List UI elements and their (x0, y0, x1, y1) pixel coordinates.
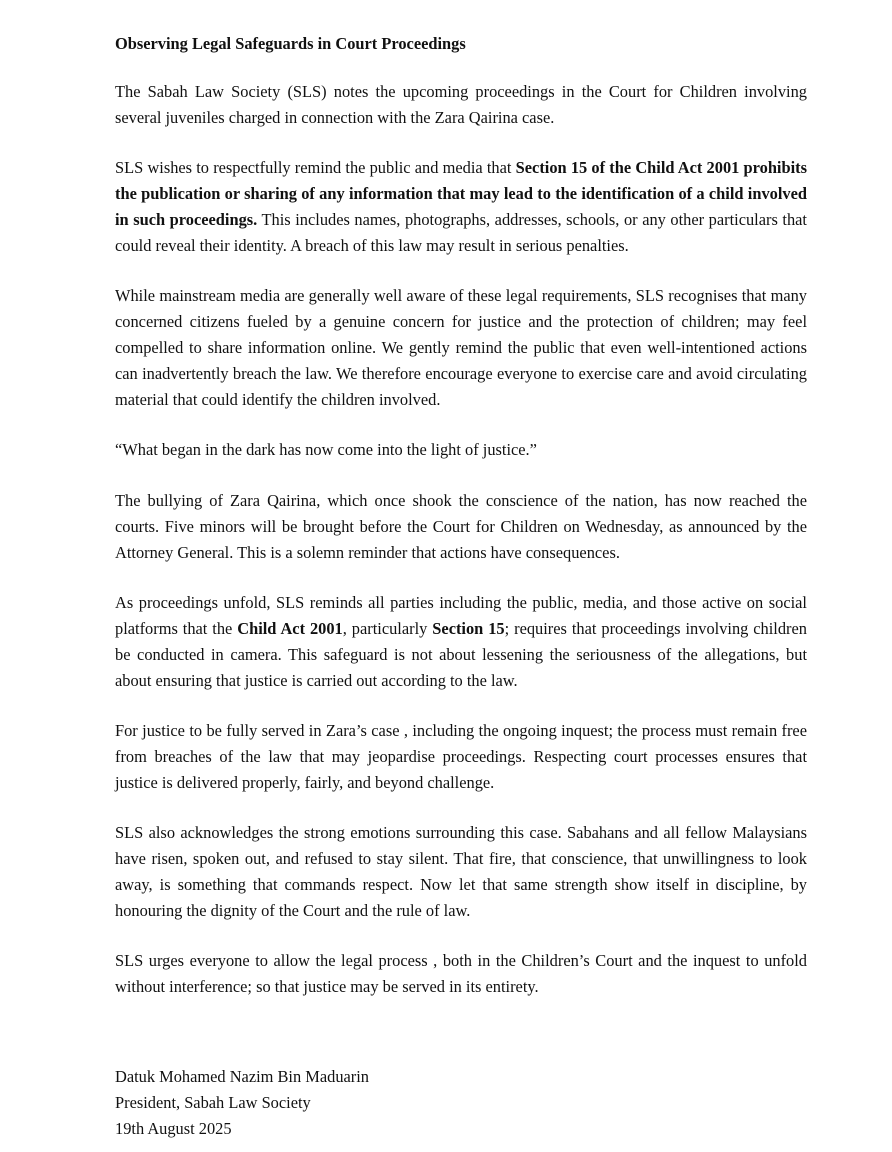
paragraph-text: , particularly (342, 619, 433, 638)
paragraph-bullying-case: The bullying of Zara Qairina, which once shook the conscience of the nation, has now reached the courts. Five minors will be brought before the Court for Children on Wednesday, as announced by the Attorney General. This is a solemn reminder that actions have consequences. (115, 491, 807, 562)
statement-body (115, 31, 807, 1024)
paragraph-section-15-reminder (115, 155, 807, 259)
signature-block (115, 1064, 369, 1142)
paragraph-inquest: For justice to be fully served in Zara’s case , including the ongoing inquest; the process must remain free from breaches of the law that may jeopardise proceedings. Respecting court processes ensures that justice is delivered properly, fairly, and beyond challenge. (115, 721, 807, 792)
paragraph-emotions: SLS also acknowledges the strong emotions surrounding this case. Sabahans and all fellow Malaysians have risen, spoken out, and refused to stay silent. That fire, that conscience, that unwillingness to look away, is something that commands respect. Now let that same strength show itself in discipline, by honouring the dignity of the Court and the rule of law. (115, 823, 807, 920)
paragraph-text: This includes names, photographs, addresses, schools, or any other particulars that could reveal their identity. A breach of this law may result in serious penalties. (115, 210, 807, 255)
paragraph-urge: SLS urges everyone to allow the legal process , both in the Children’s Court and the inquest to unfold without interference; so that justice may be served in its entirety. (115, 951, 807, 996)
quote: “What began in the dark has now come into the light of justice.” (115, 440, 537, 459)
paragraph-public-caution: While mainstream media are generally well aware of these legal requirements, SLS recognises that many concerned citizens fueled by a genuine concern for justice and the protection of children; may feel compelled to share information online. We gently remind the public that even well-intentioned actions can inadvertently breach the law. We therefore encourage everyone to exercise care and avoid circulating material that could identify the children involved. (115, 286, 807, 409)
document-title: Observing Legal Safeguards in Court Proceedings (115, 34, 466, 53)
signatory-position: President, Sabah Law Society (115, 1093, 311, 1112)
paragraph-in-camera (115, 590, 807, 694)
bold-legal-text: Section 15 of the Child Act 2001 prohibits the publication or sharing of any information that may lead to the identification of a child involved in such proceedings. (115, 158, 807, 229)
paragraph-intro: The Sabah Law Society (SLS) notes the upcoming proceedings in the Court for Children involving several juveniles charged in connection with the Zara Qairina case. (115, 82, 807, 127)
bold-act-name: Child Act 2001 (237, 619, 343, 638)
paragraph-text: ; requires that proceedings involving children be conducted in camera. This safeguard is not about lessening the seriousness of the allegations, but about ensuring that justice is carried out according to the law. (115, 619, 807, 690)
statement-date: 19th August 2025 (115, 1119, 232, 1138)
signatory-name: Datuk Mohamed Nazim Bin Maduarin (115, 1067, 369, 1086)
bold-section-name: Section 15 (432, 619, 505, 638)
paragraph-text: SLS wishes to respectfully remind the public and media that (115, 158, 516, 177)
paragraph-text: As proceedings unfold, SLS reminds all parties including the public, media, and those active on social platforms that the (115, 593, 807, 638)
